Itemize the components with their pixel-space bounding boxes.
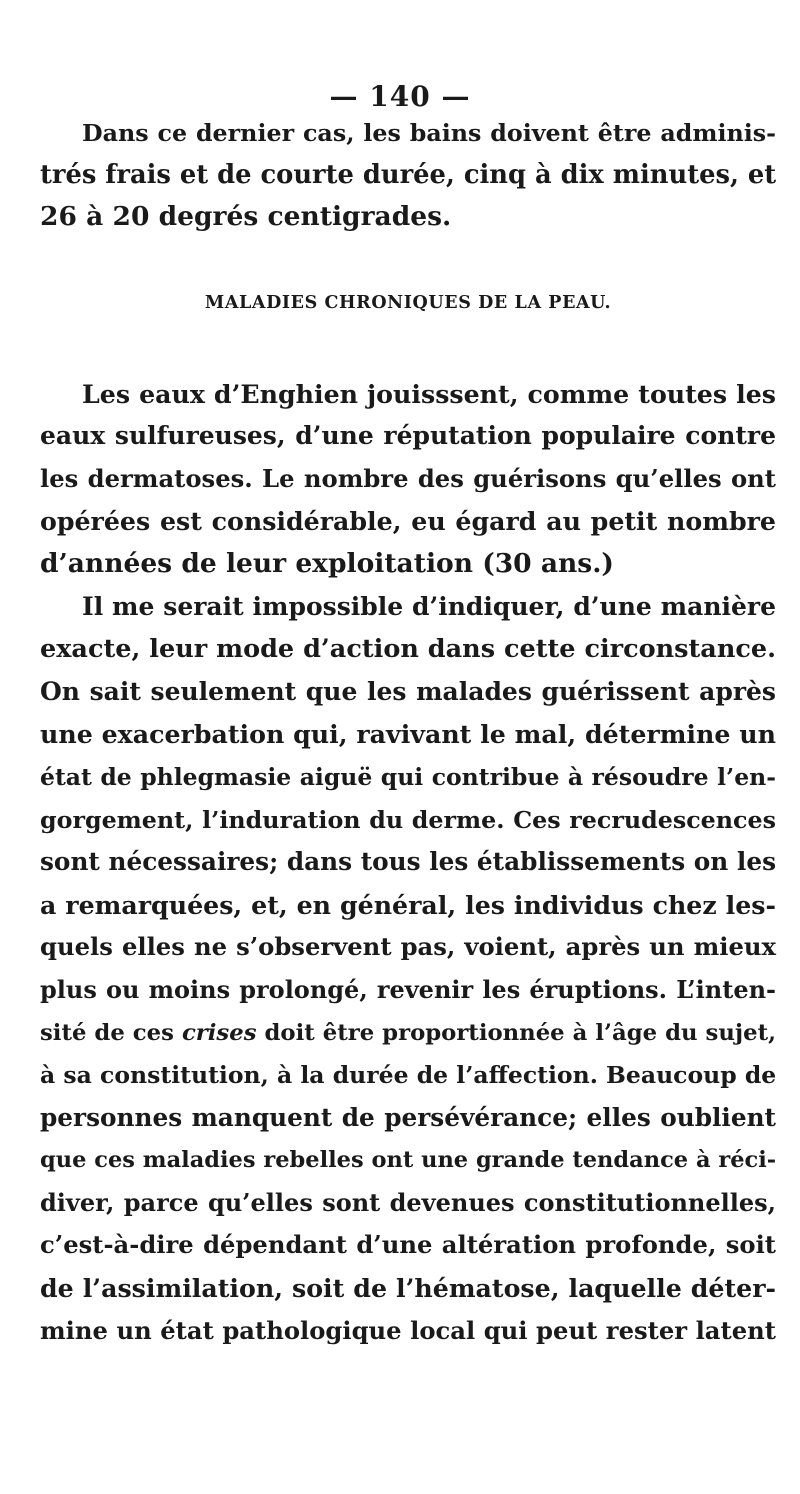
italic-word: crises [181, 1019, 257, 1046]
text-line: a remarquées, et, en général, les individus chez les- [40, 889, 776, 920]
text-line: On sait seulement que les malades guérissent après [40, 676, 776, 706]
text-line: mine un état pathologique local qui peut rester latent [40, 1315, 776, 1345]
text-line: opérées est considérable, eu égard au petit nombre [40, 506, 776, 537]
text-line: une exacerbation qui, ravivant le mal, détermine un [40, 719, 776, 750]
text-line: Dans ce dernier cas, les bains doivent être adminis- [82, 119, 776, 147]
text-line: d’années de leur exploitation (30 ans.) [40, 547, 614, 579]
text-line-with-italic [40, 1012, 776, 1055]
text-line: de l’assimilation, soit de l’hématose, laquelle déter- [40, 1273, 776, 1304]
text-line: les dermatoses. Le nombre des guérisons qu’elles ont [40, 463, 776, 493]
paragraph-1 [40, 112, 776, 239]
text-line: état de phlegmasie aiguë qui contribue à résoudre l’en- [40, 762, 776, 791]
text-line: plus ou moins prolongé, revenir les éruptions. L’inten- [40, 974, 776, 1004]
paragraph-2 [40, 373, 776, 586]
text-line: quels elles ne s’observent pas, voient, après un mieux [40, 932, 776, 962]
text-line: personnes manquent de persévérance; elles oublient [40, 1102, 776, 1132]
text-line: sont nécessaires; dans tous les établissements on les [40, 847, 776, 877]
text-line: que ces maladies rebelles ont une grande tendance à réci- [40, 1147, 777, 1174]
text-line: à sa constitution, à la durée de l’affection. Beaucoup de [40, 1061, 777, 1090]
page-number: — 140 — [329, 80, 471, 113]
text-line: gorgement, l’induration du derme. Ces recrudescences [40, 805, 776, 834]
text-line: Il me serait impossible d’indiquer, d’une manière [82, 591, 776, 621]
paragraph-3 [40, 586, 776, 1353]
text-line: Les eaux d’Enghien jouisssent, comme toutes les [82, 378, 776, 409]
text-fragment: sité de ces [40, 1019, 182, 1046]
text-line: diver, parce qu’elles sont devenues constitutionnelles, [40, 1187, 776, 1217]
section-heading: MALADIES CHRONIQUES DE LA PEAU. [204, 292, 612, 313]
text-fragment: doit être proportionnée à l’âge du sujet, [256, 1019, 776, 1046]
text-line: eaux sulfureuses, d’une réputation populaire contre [40, 421, 776, 451]
text-line: c’est-à-dire dépendant d’une altération profonde, soit [40, 1230, 776, 1260]
text-line: 26 à 20 degrés centigrades. [40, 201, 452, 233]
body-text [40, 112, 776, 1352]
text-line: exacte, leur mode d’action dans cette circonstance. [40, 634, 776, 665]
text-line: trés frais et de courte durée, cinq à dix minutes, et [40, 160, 777, 191]
